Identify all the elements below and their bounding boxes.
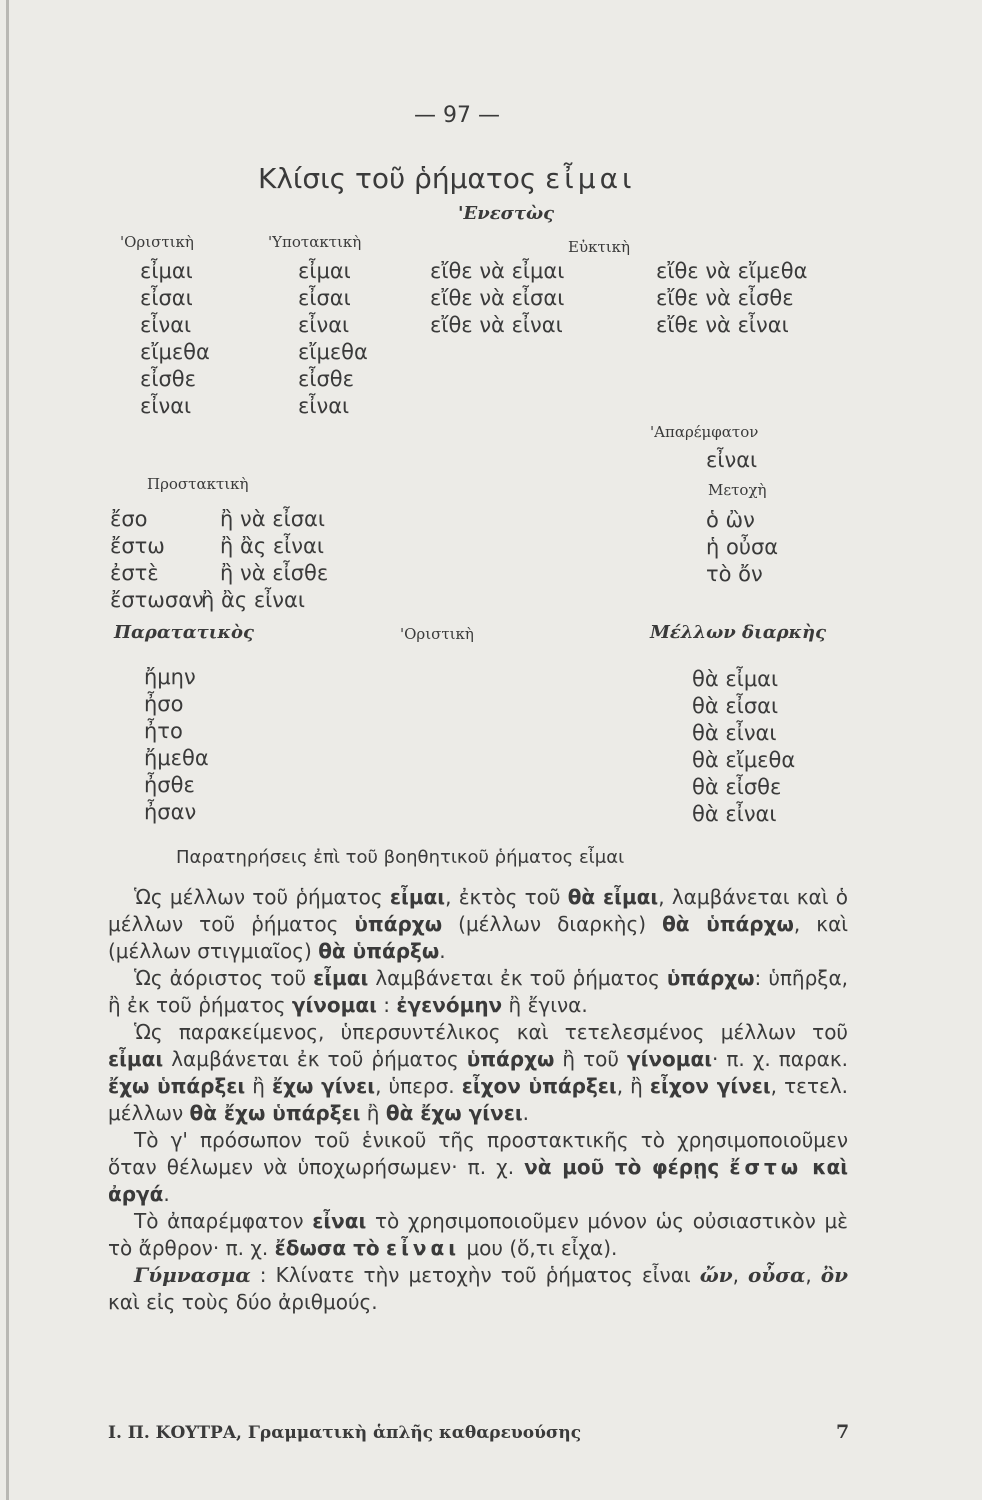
list-item: θὰ εἶμαι [692, 667, 779, 691]
list-item: εἶναι [298, 394, 350, 418]
paragraph: Τὸ ἀπαρέμφατον εἶναι τὸ χρησιμοποιοῦμεν μόνον ὡς οὐσιαστικὸν μὲ τὸ ἄρθρον· π. χ. ἔδωσα τὸ εἶναι μου (ὅ,τι εἶχα). [108, 1209, 848, 1260]
list-item: ἔσο ἢ νὰ εἶσαι [110, 507, 325, 531]
notes-body [108, 884, 848, 1316]
prostaktiki-label: Προστακτικὴ [147, 475, 249, 493]
list-item: ἐστὲ ἢ νὰ εἶσθε [110, 561, 329, 585]
oristiki-list [140, 258, 210, 420]
paragraph: Ὡς μέλλων τοῦ ῥήματος εἶμαι, ἐκτὸς τοῦ θὰ εἶμαι, λαμβάνεται καὶ ὁ μέλλων τοῦ ῥήματος ὑπάρχω (μέλλων διαρκὴς) θὰ ὑπάρχω, καὶ (μέλλων στιγμιαῖος) θὰ ὑπάρξω. [108, 885, 849, 963]
paragraph: Γύμνασμα : Κλίνατε τὴν μετοχὴν τοῦ ῥήματος εἶναι ὤν, οὖσα, ὂν καὶ εἰς τοὺς δύο ἀριθμούς. [108, 1263, 848, 1314]
paratatikos-list [144, 664, 209, 826]
list-item: εἶμαι [140, 259, 193, 283]
list-item: εἴμεθα [140, 340, 210, 364]
list-item: εἶναι [298, 313, 350, 337]
list-item: εἶναι [140, 394, 192, 418]
footer-number: 7 [836, 1421, 850, 1443]
page-title [258, 162, 636, 195]
list-item: εἶσαι [140, 286, 193, 310]
enestos-label: 'Ενεστὼς [458, 203, 555, 224]
ypotaktiki-label: 'Υποτακτικὴ [268, 233, 362, 251]
list-item: τὸ ὄν [706, 562, 763, 586]
list-item: ἤμην [144, 665, 196, 689]
title-text: Κλίσις τοῦ ῥήματος [258, 162, 537, 195]
aparemfaton-form: εἶναι [706, 448, 758, 472]
paratatikos-label: Παρατατικὸς [114, 622, 254, 643]
list-item: ἤμεθα [144, 746, 209, 770]
notes-title: Παρατηρήσεις ἐπὶ τοῦ βοηθητικοῦ ῥήματος εἶμαι [176, 847, 625, 868]
ypotaktiki-list [298, 258, 368, 420]
list-item: ἔστω ἢ ἂς εἶναι [110, 534, 324, 558]
mellon-list [692, 666, 795, 828]
list-item: θὰ εἶναι [692, 721, 777, 745]
title-verb: εἶμαι [545, 162, 636, 195]
euktiki-label: Εὐκτικὴ [568, 238, 630, 256]
prostaktiki-list [110, 506, 328, 614]
scan-edge [6, 0, 9, 1500]
list-item: εἴθε νὰ εἶναι [656, 313, 789, 337]
list-item: ἦσθε [144, 773, 195, 797]
list-item: ἦσο [144, 692, 184, 716]
list-item: ἦσαν [144, 800, 197, 824]
list-item: εἴθε νὰ εἶμαι [430, 259, 565, 283]
list-item: εἴθε νὰ εἶσθε [656, 286, 794, 310]
footer-text: Ι. Π. ΚΟΥΤΡΑ, Γραμματικὴ ἁπλῆς καθαρευούσης [108, 1423, 582, 1443]
paragraph: Ὡς παρακείμενος, ὑπερσυντέλικος καὶ τετελεσμένος μέλλων τοῦ εἶμαι λαμβάνεται ἐκ τοῦ ῥήματος ὑπάρχω ἢ τοῦ γίνομαι· π. χ. παρακ. ἔχω ὑπάρξει ἢ ἔχω γίνει, ὑπερσ. εἶχον ὑπάρξει, ἢ εἶχον γίνει, τετελ. μέλλων θὰ ἔχω ὑπάρξει ἢ θὰ ἔχω γίνει. [108, 1020, 848, 1125]
list-item: εἴθε νὰ εἶναι [430, 313, 563, 337]
euktiki-singular-list [430, 258, 564, 339]
list-item: εἴμεθα [298, 340, 368, 364]
paragraph: Ὡς ἀόριστος τοῦ εἶμαι λαμβάνεται ἐκ τοῦ ῥήματος ὑπάρχω: ὑπῆρξα, ἢ ἐκ τοῦ ῥήματος γίνομαι : ἐγενόμην ἢ ἔγινα. [108, 966, 848, 1017]
oristiki2-label: 'Οριστικὴ [400, 625, 474, 643]
list-item: ὁ ὢν [706, 508, 755, 532]
paragraph: Τὸ γ' πρόσωπον τοῦ ἑνικοῦ τῆς προστακτικῆς τὸ χρησιμοποιοῦμεν ὅταν θέλωμεν νὰ ὑποχωρήσωμεν· π. χ. νὰ μοῦ τὸ φέρῃς ἔστω καὶ ἀργά. [108, 1128, 849, 1206]
list-item: εἶμαι [298, 259, 351, 283]
metochi-label: Μετοχὴ [708, 481, 767, 499]
aparemfaton-label: 'Απαρέμφατον [650, 423, 759, 441]
list-item: εἶσθε [298, 367, 354, 391]
list-item: εἴθε νὰ εἴμεθα [656, 259, 808, 283]
list-item: εἶσθε [140, 367, 196, 391]
mellon-label: Μέλλων διαρκὴς [650, 622, 827, 643]
list-item: θὰ εἴμεθα [692, 748, 796, 772]
list-item: ἦτο [144, 719, 183, 743]
list-item: θὰ εἶσθε [692, 775, 782, 799]
page-number: — 97 — [414, 103, 500, 128]
list-item: θὰ εἶναι [692, 802, 777, 826]
list-item: θὰ εἶσαι [692, 694, 779, 718]
oristiki-label: 'Οριστικὴ [120, 233, 194, 251]
list-item: εἴθε νὰ εἶσαι [430, 286, 565, 310]
euktiki-plural-list [656, 258, 807, 339]
list-item: ἔστωσανἢ ἂς εἶναι [110, 588, 305, 612]
list-item: εἶναι [140, 313, 192, 337]
list-item: εἶσαι [298, 286, 351, 310]
metochi-list [706, 507, 778, 588]
list-item: ἡ οὖσα [706, 535, 779, 559]
